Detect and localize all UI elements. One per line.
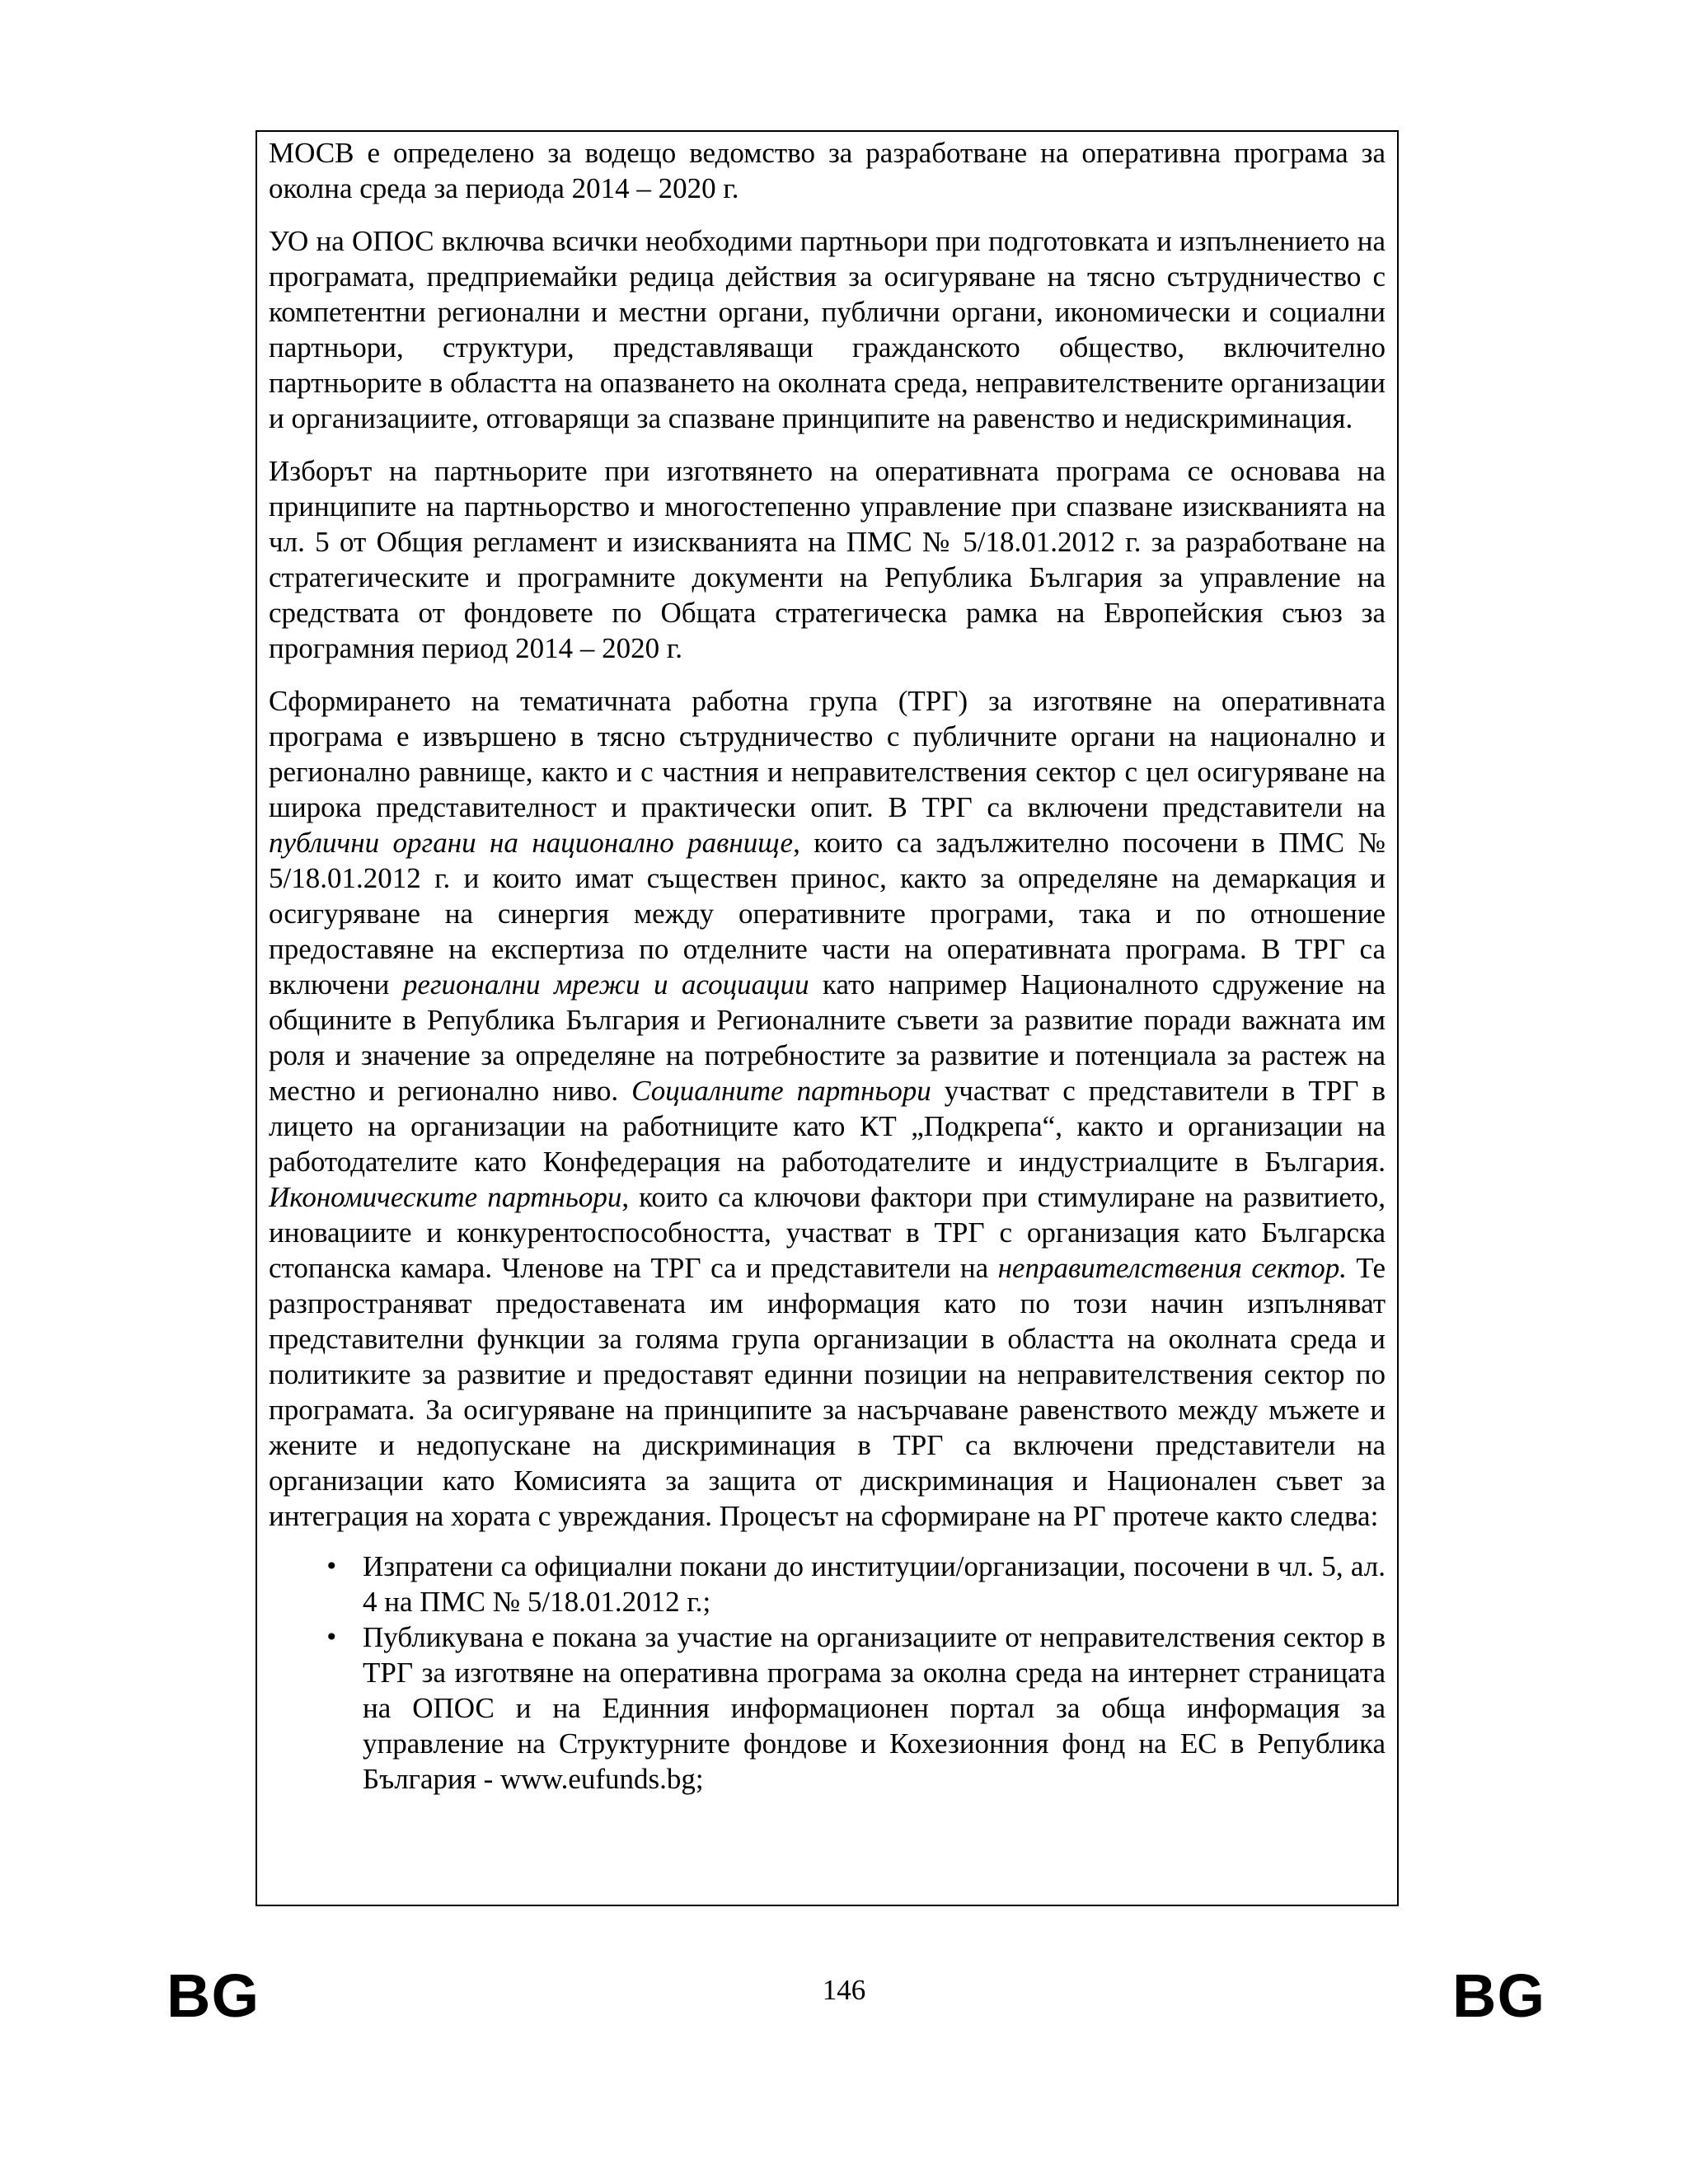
text-run: като например Националното сдружение на общините в Република България и Регионалните съвети за развитие поради важната им роля и значение за определяне на потребностите за развитие и потенциала за растеж на местно и регионално ниво. — [269, 968, 1386, 1107]
text-box — [256, 130, 1399, 1906]
list-item-text: Изпратени са официални покани до институции/организации, посочени в чл. 5, ал. 4 на ПМС № 5/18.01.2012 г.; — [363, 1550, 1386, 1618]
text-run: участват с представители в ТРГ в лицето на организации на работниците като КТ „Подкрепа“, както и организации на работодателите като Конфедерация на работодателите и индустриалците в България. — [269, 1075, 1386, 1178]
italic-text: регионални мрежи и асоциации — [402, 968, 809, 1001]
italic-text: неправителствения сектор. — [997, 1252, 1347, 1284]
paragraph — [269, 223, 1386, 436]
text-run: Изборът на партньорите при изготвянето на оперативната програма се основава на принципите на партньорство и многостепенно управление при спазване изискванията на чл. 5 от Общия регламент и изискванията на ПМС № 5/18.01.2012 г. за разработване на стратегическите и програмните документи на Република България за управление на средствата от фондовете по Общата стратегическа рамка на Европейския съюз за програмния период 2014 – 2020 г. — [269, 455, 1386, 664]
footer-language-tag-left: BG — [166, 1961, 260, 2030]
list-item-text: Публикувана е покана за участие на организациите от неправителствения сектор в ТРГ за изготвяне на оперативна програма за околна среда на интернет страницата на ОПОС и на Единния информационен портал за обща информация за управление на Структурните фондове и Кохезионния фонд на ЕС в Република България - www.eufunds.bg; — [363, 1621, 1386, 1795]
italic-text: Социалните партньори — [631, 1075, 931, 1107]
list-item — [269, 1549, 1386, 1619]
bullet-list — [269, 1549, 1386, 1797]
text-run: Сформирането на тематичната работна група (ТРГ) за изготвяне на оперативната програма е извършено в тясно сътрудничество с публичните органи на национално и регионално равнище, както и с частния и неправителствения сектор с цел осигуряване на широка представителност и практически опит. В ТРГ са включени представители на — [269, 685, 1386, 823]
paragraph — [269, 683, 1386, 1534]
italic-text: публични органи на национално равнище — [269, 827, 794, 859]
page-number: 146 — [822, 1974, 866, 2006]
text-run: УО на ОПОС включва всички необходими партньори при подготовката и изпълнението на програмата, предприемайки редица действия за осигуряване на тясно сътрудничество с компетентни регионални и местни органи, публични органи, икономически и социални партньори, структури, представляващи гражданското общество, включително партньорите в областта на опазването на околната среда, неправителствените организации и организациите, отговарящи за спазване принципите на равенство и недискриминация. — [269, 225, 1386, 434]
paragraph — [269, 453, 1386, 666]
bullet-icon: • — [325, 1553, 339, 1580]
text-run: Те разпространяват предоставената им информация като по този начин изпълняват представителни функции за голяма група организации в областта на околната среда и политиките за развитие и предоставят единни позиции на неправителствения сектор по програмата. За осигуряване на принципите за насърчаване равенството между мъжете и жените и недопускане на дискриминация в ТРГ са включени представители на организации като Комисията за защита от дискриминация и Национален съвет за интеграция на хората с увреждания. Процесът на сформиране на РГ протече както следва: — [269, 1252, 1386, 1532]
text-run: , които са ключови фактори при стимулиране на развитието, иновациите и конкурентоспособността, участват в ТРГ с организация като Българска стопанска камара. Членове на ТРГ са и представители на — [269, 1181, 1386, 1284]
text-run: , които са задължително посочени в ПМС № 5/18.01.2012 г. и които имат съществен принос, както за определяне на демаркация и осигуряване на синергия между оперативните програми, така и по отношение предоставяне на експертиза по отделните части на оперативната програма. В ТРГ са включени — [269, 827, 1386, 1001]
footer-language-tag-right: BG — [1452, 1961, 1545, 2030]
list-item — [269, 1619, 1386, 1797]
paragraph — [269, 135, 1386, 206]
text-run: МОСВ е определено за водещо ведомство за разработване на оперативна програма за околна среда за периода 2014 – 2020 г. — [269, 137, 1386, 204]
paragraphs — [269, 135, 1386, 1534]
bullet-icon: • — [325, 1624, 339, 1651]
italic-text: Икономическите партньори — [269, 1181, 622, 1213]
